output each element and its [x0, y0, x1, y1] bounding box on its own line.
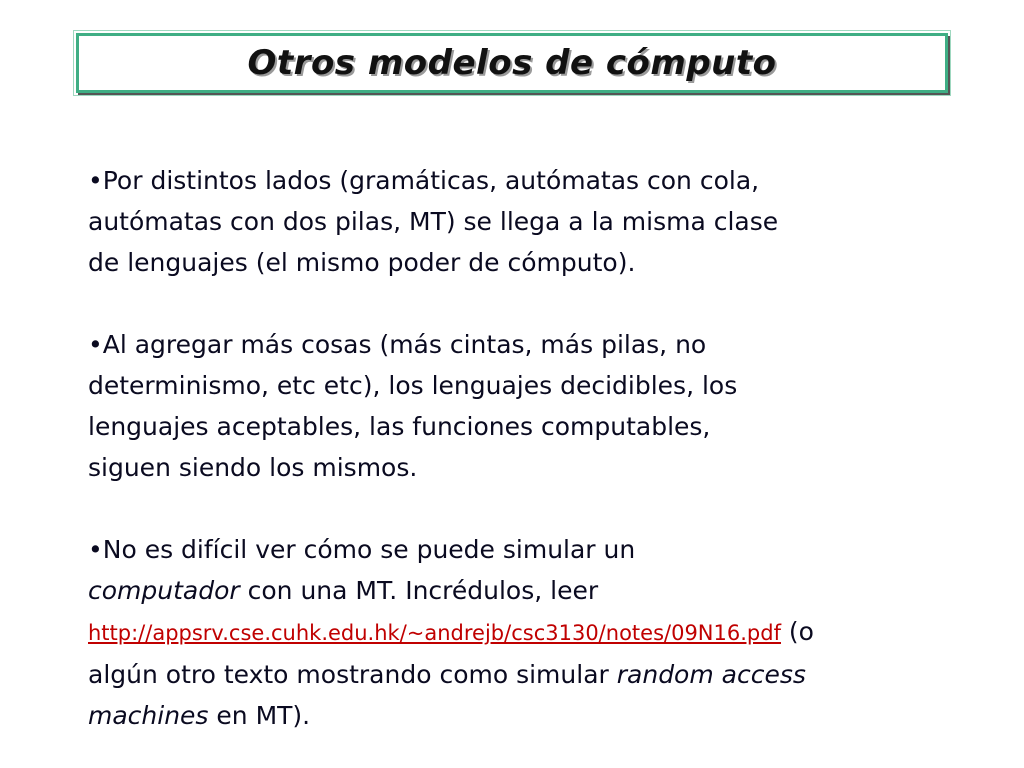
bullet-3-line-4 — [88, 654, 988, 695]
bullet-3-line-3-rest: (o — [780, 617, 814, 646]
slide-title: Otros modelos de cómputo — [247, 43, 777, 83]
bullet-3-line-2-rest: con una MT. Incrédulos, leer — [239, 576, 599, 605]
random-access-emphasis: random access — [616, 660, 806, 689]
bullet-3-line-2 — [88, 570, 988, 611]
bullet-3-line-5-rest: en MT). — [208, 701, 311, 730]
bullet-1-line-3: de lenguajes (el mismo poder de cómputo). — [88, 248, 636, 277]
slide-body — [88, 160, 988, 736]
bullet-2-line-4: siguen siendo los mismos. — [88, 453, 418, 482]
bullet-2-line-2: determinismo, etc etc), los lenguajes decidibles, los — [88, 371, 738, 400]
bullet-2-line-1: •Al agregar más cosas (más cintas, más pilas, no — [88, 330, 707, 359]
bullet-3-line-4-start: algún otro texto mostrando como simular — [88, 660, 617, 689]
machines-emphasis: machines — [88, 701, 209, 730]
computador-emphasis: computador — [88, 576, 240, 605]
title-box — [76, 33, 948, 93]
bullet-3 — [88, 529, 988, 736]
bullet-2 — [88, 324, 988, 488]
bullet-3-line-5 — [88, 695, 988, 736]
bullet-1 — [88, 160, 988, 283]
bullet-1-line-1: •Por distintos lados (gramáticas, autómatas con cola, — [88, 166, 760, 195]
bullet-3-line-1: •No es difícil ver cómo se puede simular un — [88, 535, 636, 564]
bullet-1-line-2: autómatas con dos pilas, MT) se llega a la misma clase — [88, 207, 779, 236]
bullet-3-line-3 — [88, 611, 988, 654]
notes-pdf-link[interactable]: http://appsrv.cse.cuhk.edu.hk/~andrejb/csc3130/notes/09N16.pdf — [88, 621, 781, 645]
bullet-2-line-3: lenguajes aceptables, las funciones computables, — [88, 412, 711, 441]
